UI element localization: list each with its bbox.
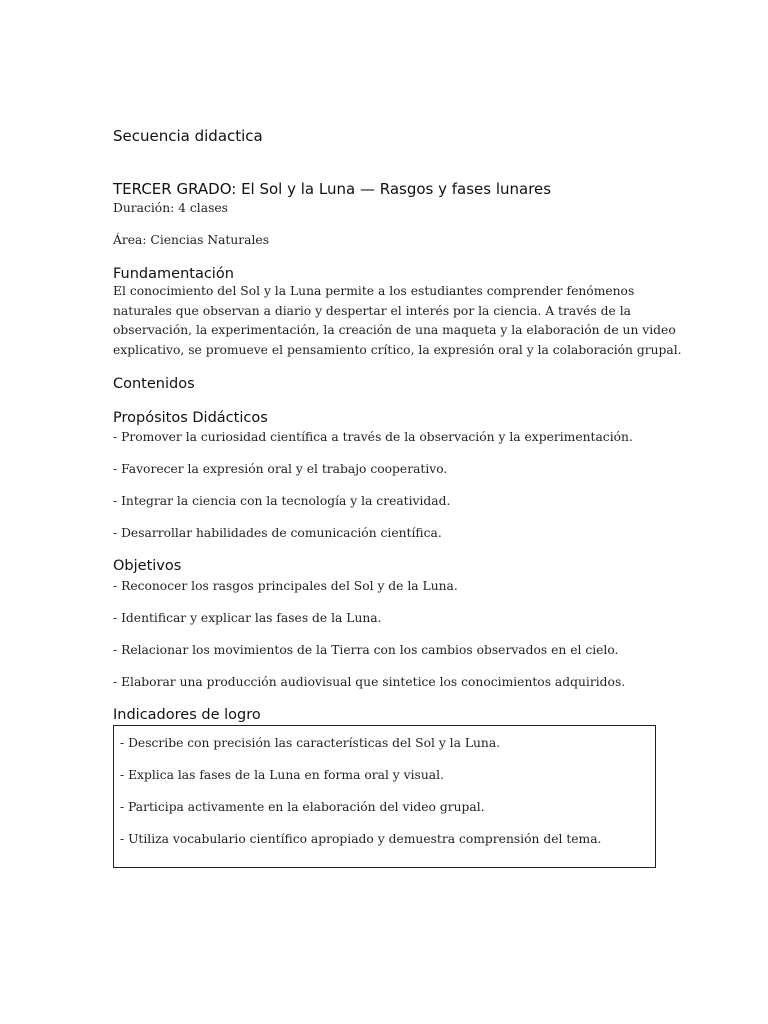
- fundamentacion-line: El conocimiento del Sol y la Luna permite a los estudiantes comprender fenómenos: [113, 284, 635, 298]
- propositos-item: - Integrar la ciencia con la tecnología y la creatividad.: [113, 494, 451, 508]
- indicadores-heading: Indicadores de logro: [113, 707, 261, 723]
- fundamentacion-heading: Fundamentación: [113, 266, 234, 282]
- objetivos-item: - Identificar y explicar las fases de la Luna.: [113, 611, 382, 625]
- document-subtitle: TERCER GRADO: El Sol y la Luna — Rasgos y fases lunares: [113, 180, 552, 198]
- document-title: Secuencia didactica: [113, 127, 263, 145]
- objetivos-item: - Elaborar una producción audiovisual que sintetice los conocimientos adquiridos.: [113, 675, 626, 689]
- area-text: Área: Ciencias Naturales: [113, 233, 270, 247]
- objetivos-item: - Reconocer los rasgos principales del Sol y de la Luna.: [113, 579, 458, 593]
- contenidos-heading: Contenidos: [113, 376, 195, 392]
- objetivos-item: - Relacionar los movimientos de la Tierra con los cambios observados en el cielo.: [113, 643, 619, 657]
- fundamentacion-paragraph: [113, 282, 682, 361]
- objetivos-heading: Objetivos: [113, 558, 182, 574]
- indicadores-item: - Describe con precisión las características del Sol y la Luna.: [120, 736, 501, 750]
- propositos-item: - Desarrollar habilidades de comunicación científica.: [113, 526, 442, 540]
- indicadores-item: - Utiliza vocabulario científico apropiado y demuestra comprensión del tema.: [120, 832, 602, 846]
- propositos-item: - Promover la curiosidad científica a través de la observación y la experimentación.: [113, 430, 633, 444]
- indicadores-item: - Participa activamente en la elaboración del video grupal.: [120, 800, 485, 814]
- fundamentacion-line: explicativo, se promueve el pensamiento crítico, la expresión oral y la colaboración grupal.: [113, 343, 682, 358]
- propositos-heading: Propósitos Didácticos: [113, 410, 268, 426]
- indicadores-box: [113, 725, 656, 868]
- fundamentacion-line: observación, la experimentación, la creación de una maqueta y la elaboración de un video: [113, 323, 676, 338]
- indicadores-item: - Explica las fases de la Luna en forma oral y visual.: [120, 768, 444, 782]
- duration-text: Duración: 4 clases: [113, 201, 228, 215]
- fundamentacion-line: naturales que observan a diario y despertar el interés por la ciencia. A través de la: [113, 303, 631, 318]
- propositos-item: - Favorecer la expresión oral y el trabajo cooperativo.: [113, 462, 448, 476]
